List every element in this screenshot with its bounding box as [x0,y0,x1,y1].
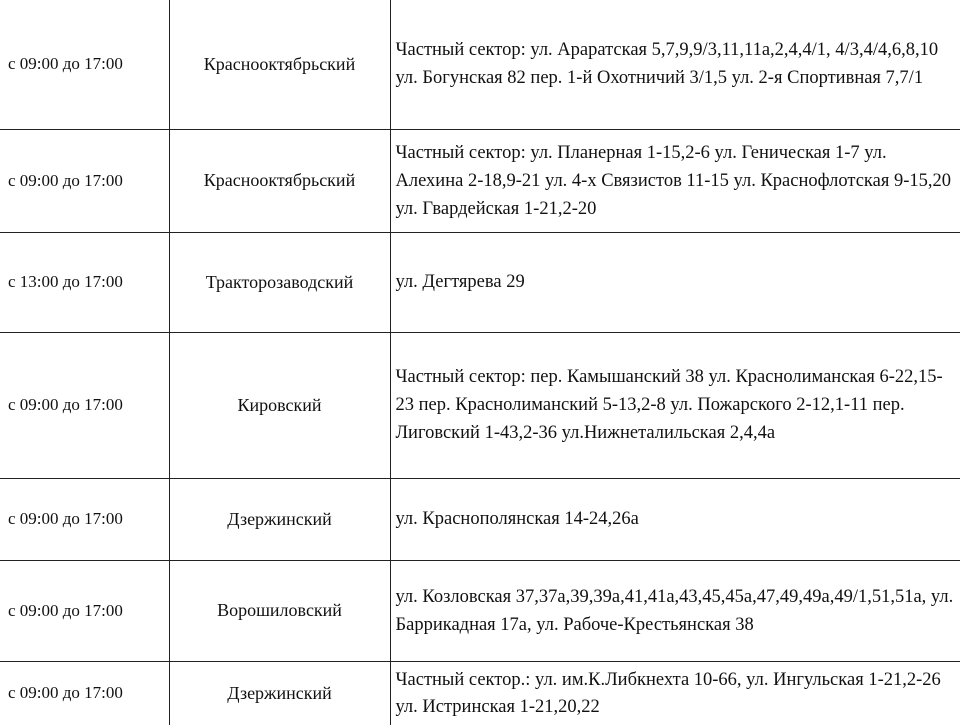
addresses-cell [390,478,960,560]
addresses-cell [390,0,960,129]
addresses-text: ул. Дегтярева 29 [395,272,525,292]
district-cell: Дзержинский [169,661,390,725]
district-cell: Ворошиловский [169,560,390,661]
addresses-text: Частный сектор: ул. Планерная 1-15,2-6 ул. Геническая 1-7 ул. Алехина 2-18,9-21 ул. 4-х Связистов 11-15 ул. Краснофлотская 9-15,20 ул. Гвардейская 1-21,2-20 [395,142,951,219]
time-cell: с 09:00 до 17:00 [0,478,169,560]
addresses-cell [390,661,960,725]
district-cell: Тракторозаводский [169,232,390,332]
time-cell: с 13:00 до 17:00 [0,232,169,332]
district-cell: Кировский [169,332,390,478]
addresses-text: ул. Козловская 37,37а,39,39а,41,41а,43,45,45а,47,49,49а,49/1,51,51а, ул. Баррикадная 17а, ул. Рабоче-Крестьянская 38 [395,586,954,635]
time-cell: с 09:00 до 17:00 [0,129,169,232]
addresses-text: Частный сектор.: ул. им.К.Либкнехта 10-66, ул. Ингульская 1-21,2-26 ул. Истринская 1-21,20,22 [395,669,941,717]
time-cell: с 09:00 до 17:00 [0,560,169,661]
addresses-cell [390,232,960,332]
time-cell: с 09:00 до 17:00 [0,0,169,129]
time-cell: с 09:00 до 17:00 [0,332,169,478]
table-row [0,332,960,478]
district-cell: Дзержинский [169,478,390,560]
district-cell: Краснооктябрьский [169,129,390,232]
table-row [0,661,960,725]
table-row [0,232,960,332]
addresses-text: Частный сектор: пер. Камышанский 38 ул. Краснолиманская 6-22,15-23 пер. Краснолиманский 5-13,2-8 ул. Пожарского 2-12,1-11 пер. Лиговский 1-43,2-36 ул.Нижнеталильская 2,4,4а [395,367,943,443]
table-row [0,0,960,129]
addresses-text: ул. Краснополянская 14-24,26а [395,509,639,529]
addresses-text: Частный сектор: ул. Араратская 5,7,9,9/3,11,11а,2,4,4/1, 4/3,4/4,6,8,10 ул. Богунская 82 пер. 1-й Охотничий 3/1,5 ул. 2-я Спортивная 7,7/1 [395,40,939,89]
time-cell: с 09:00 до 17:00 [0,661,169,725]
addresses-cell [390,332,960,478]
district-cell: Краснооктябрьский [169,0,390,129]
table-row [0,560,960,661]
addresses-cell [390,129,960,232]
table-row [0,478,960,560]
addresses-cell [390,560,960,661]
table-row [0,129,960,232]
